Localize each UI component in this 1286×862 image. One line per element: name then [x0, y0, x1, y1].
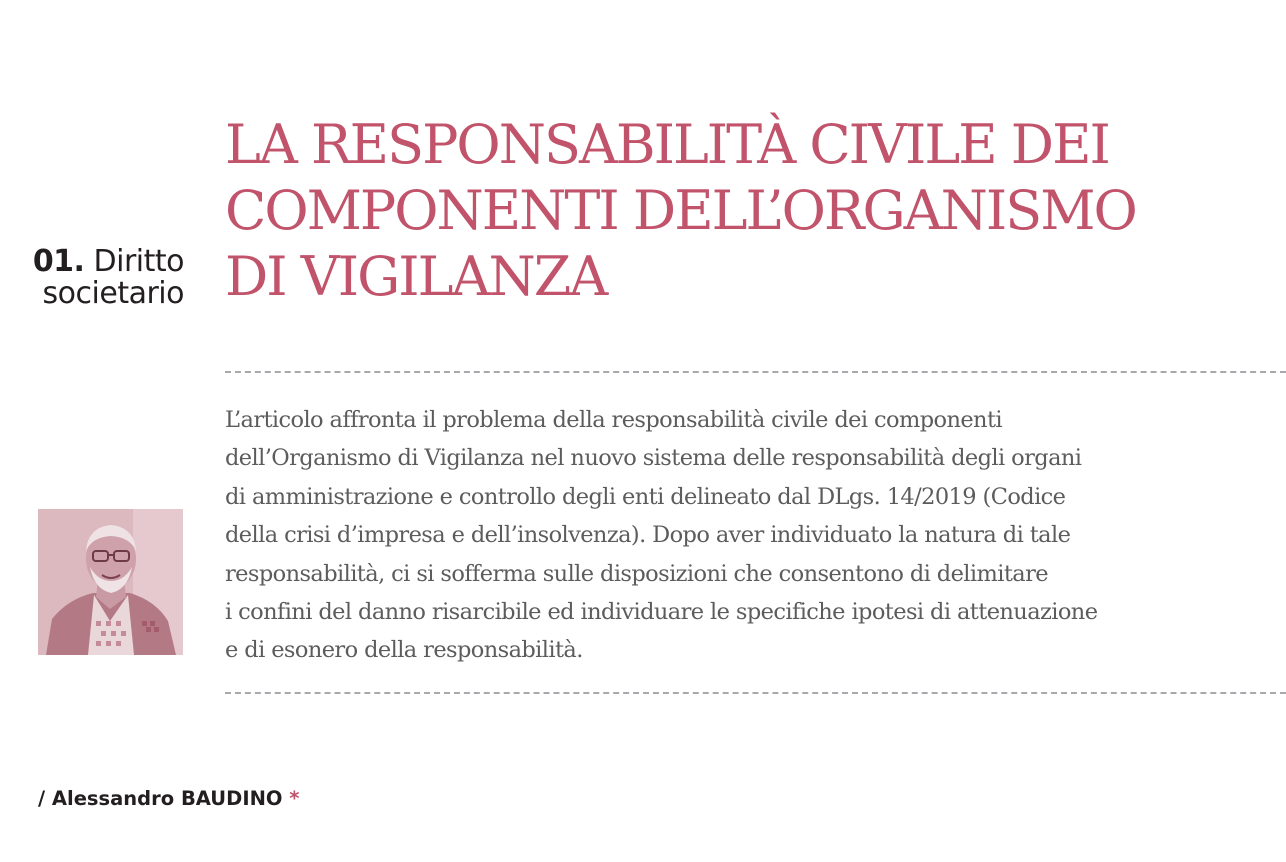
- abstract-line: i confini del danno risarcibile ed individuare le specifiche ipotesi di attenuazione: [225, 599, 1098, 626]
- abstract-line: di amministrazione e controllo degli enti delineato dal DLgs. 14/2019 (Codice: [225, 483, 1066, 510]
- abstract-line: responsabilità, ci si sofferma sulle disposizioni che consentono di delimitare: [225, 560, 1048, 587]
- top-divider: [225, 371, 1286, 373]
- abstract-line: e di esonero della responsabilità.: [225, 637, 583, 664]
- article-title-line: DI VIGILANZA: [225, 245, 607, 308]
- abstract-line: della crisi d’impresa e dell’insolvenza). Dopo aver individuato la natura di tale: [225, 522, 1071, 549]
- section-label: [0, 246, 184, 310]
- abstract-line: dell’Organismo di Vigilanza nel nuovo sistema delle responsabilità degli organi: [225, 445, 1082, 472]
- section-number: 01.: [32, 244, 85, 279]
- article-title-line: LA RESPONSABILITÀ CIVILE DEI: [225, 113, 1109, 176]
- article-abstract: [225, 401, 1286, 670]
- author-byline: [38, 786, 299, 812]
- author-footnote-marker: *: [282, 787, 300, 810]
- author-portrait-icon: [38, 509, 183, 655]
- author-prefix: /: [38, 787, 52, 810]
- bottom-divider: [225, 692, 1286, 694]
- article-title: [225, 112, 1283, 310]
- author-name: Alessandro BAUDINO: [51, 787, 283, 810]
- abstract-line: L’articolo affronta il problema della responsabilità civile dei componenti: [225, 407, 1002, 433]
- section-label-line1: [0, 246, 184, 278]
- article-title-line: COMPONENTI DELL’ORGANISMO: [225, 179, 1136, 242]
- section-name-part2: societario: [42, 276, 184, 311]
- section-name-part1: Diritto: [93, 244, 184, 279]
